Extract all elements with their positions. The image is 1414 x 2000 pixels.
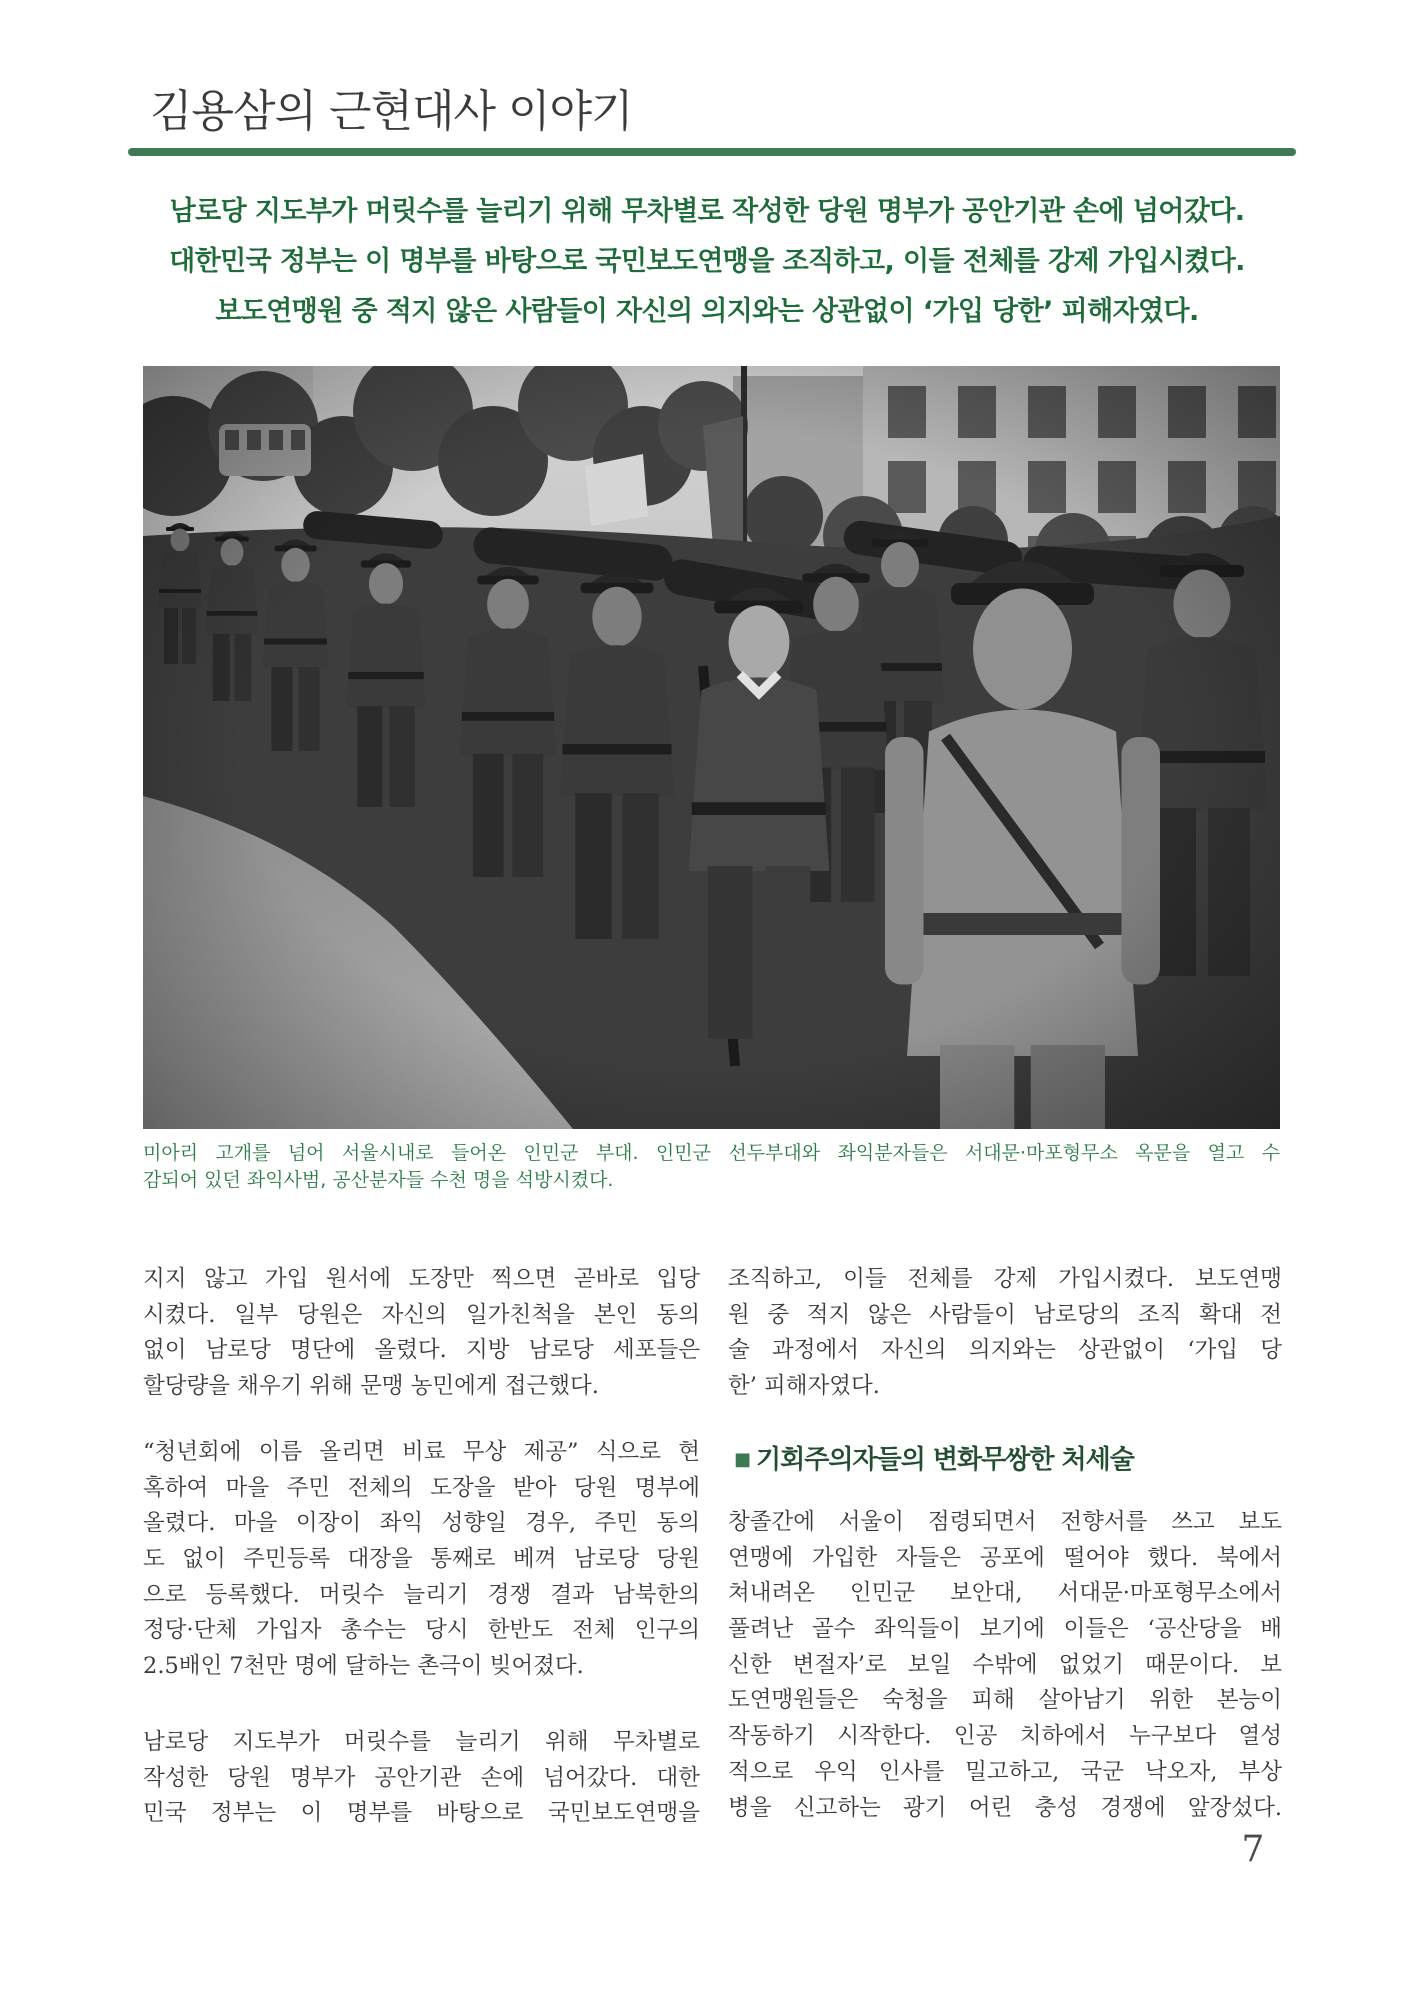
left-column: [143, 1262, 700, 1842]
body-line: 창졸간에 서울이 점령되면서 전향서를 쓰고 보도: [728, 1509, 1282, 1535]
body-line: 정당·단체 가입자 총수는 당시 한반도 전체 인구의: [143, 1617, 700, 1644]
series-title: 김용삼의 근현대사 이야기: [150, 86, 633, 137]
body-line: 원 중 적지 않은 사람들이 남로당의 조직 확대 전: [728, 1301, 1282, 1328]
body-line: 혹하여 마을 주민 전체의 도장을 받아 당원 명부에: [143, 1474, 700, 1501]
body-line: 신한 변절자’로 보일 수밖에 없었기 때문이다. 보: [728, 1651, 1282, 1678]
body-line: 도연맹원들은 숙청을 피해 살아남기 위한 본능이: [728, 1687, 1282, 1714]
body-line: 작동하기 시작한다. 인공 치하에서 누구보다 열성: [728, 1723, 1282, 1750]
page-number: 7: [1241, 1829, 1265, 1870]
body-line: 으로 등록했다. 머릿수 늘리기 경쟁 결과 남북한의: [143, 1581, 700, 1608]
lead-line: 남로당 지도부가 머릿수를 늘리기 위해 무차별로 작성한 당원 명부가 공안기관 손에 넘어갔다.: [169, 196, 1245, 227]
body-line: 올렸다. 마을 이장이 좌익 성향일 경우, 주민 동의: [143, 1510, 700, 1537]
body-line: 지지 않고 가입 원서에 도장만 찍으면 곧바로 입당: [143, 1266, 700, 1292]
body-line: 조직하고, 이들 전체를 강제 가입시켰다. 보도연맹: [728, 1266, 1282, 1292]
photo-caption: [143, 1140, 1280, 1194]
paragraph: [143, 1262, 700, 1405]
body-line: 술 과정에서 자신의 의지와는 상관없이 ‘가입 당: [728, 1337, 1282, 1364]
paragraph: [728, 1262, 1282, 1405]
section-heading: [734, 1440, 1134, 1480]
caption-line: 미아리 고개를 넘어 서울시내로 들어온 인민군 부대. 인민군 선두부대와 좌익분자들은 서대문·마포형무소 옥문을 열고 수: [143, 1142, 1280, 1164]
title-rule: [128, 148, 1296, 156]
right-column: [728, 1262, 1282, 1842]
body-line: 2.5배인 7천만 명에 달하는 촌극이 빚어졌다.: [143, 1653, 584, 1680]
section-heading-text: 기회주의자들의 변화무쌍한 처세술: [756, 1445, 1134, 1475]
lead-paragraph: [107, 187, 1307, 337]
body-line: 한’ 피해자였다.: [728, 1373, 880, 1400]
body-line: 풀려난 골수 좌익들이 보기에 이들은 ‘공산당을 배: [728, 1616, 1282, 1643]
body-line: 남로당 지도부가 머릿수를 늘리기 위해 무차별로: [143, 1729, 700, 1755]
photo-vignette: [143, 366, 1280, 1129]
body-line: “청년회에 이름 올리면 비료 무상 제공” 식으로 현: [143, 1439, 700, 1465]
body-line: 연맹에 가입한 자들은 공포에 떨어야 했다. 북에서: [728, 1544, 1282, 1571]
lead-line: 보도연맹원 중 적지 않은 사람들이 자신의 의지와는 상관없이 ‘가입 당한’ 피해자였다.: [215, 296, 1199, 327]
photo-image: [143, 366, 1280, 1129]
body-line: 작성한 당원 명부가 공안기관 손에 넘어갔다. 대한: [143, 1764, 700, 1791]
body-line: 쳐내려온 인민군 보안대, 서대문·마포형무소에서: [728, 1580, 1282, 1607]
body-line: 없이 남로당 명단에 올렸다. 지방 남로당 세포들은: [143, 1337, 700, 1364]
caption-line: 감되어 있던 좌익사범, 공산분자들 수천 명을 석방시켰다.: [143, 1169, 614, 1191]
body-line: 할당량을 채우기 위해 문맹 농민에게 접근했다.: [143, 1373, 599, 1400]
body-line: 병을 신고하는 광기 어린 충성 경쟁에 앞장섰다.: [728, 1794, 1282, 1821]
body-line: 민국 정부는 이 명부를 바탕으로 국민보도연맹을: [143, 1800, 700, 1827]
paragraph: [143, 1435, 700, 1685]
paragraph: [143, 1725, 700, 1832]
article-photo: [143, 366, 1280, 1129]
body-line: 적으로 우익 인사를 밀고하고, 국군 낙오자, 부상: [728, 1758, 1282, 1785]
square-bullet-icon: ■: [734, 1449, 751, 1470]
lead-line: 대한민국 정부는 이 명부를 바탕으로 국민보도연맹을 조직하고, 이들 전체를 강제 가입시켰다.: [169, 246, 1245, 277]
body-line: 시켰다. 일부 당원은 자신의 일가친척을 본인 동의: [143, 1301, 700, 1328]
paragraph: [728, 1505, 1282, 1826]
body-line: 도 없이 주민등록 대장을 통째로 베껴 남로당 당원: [143, 1546, 700, 1573]
